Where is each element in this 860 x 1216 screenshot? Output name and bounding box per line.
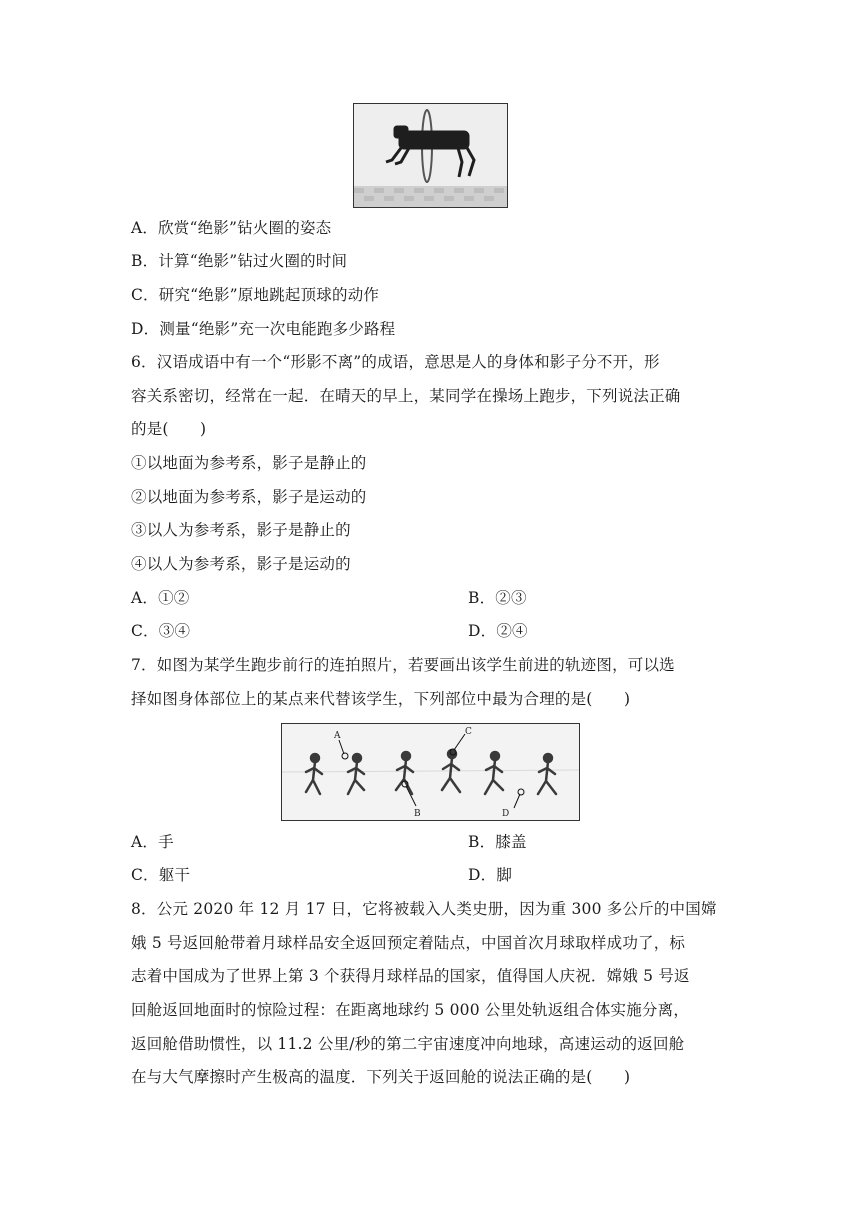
q8-stem-line-1: 8．公元 2020 年 12 月 17 日，它将被载入人类史册，因为重 300 多公斤的中国嫦: [131, 900, 717, 918]
q6-stem-line-2: 容关系密切，经常在一起．在晴天的早上，某同学在操场上跑步，下列说法正确: [131, 387, 681, 405]
q6-stem-line-3: 的是( ): [131, 420, 207, 438]
q8-stem-line-6: 在与大气摩擦时产生极高的温度．下列关于返回舱的说法正确的是( ): [131, 1068, 631, 1086]
q6-option-d: D．②④: [468, 622, 528, 640]
q5-option-b: B．计算“绝影”钻过火圈的时间: [131, 252, 348, 270]
figure-label-d: D: [502, 809, 510, 819]
q8-stem-line-5: 返回舱借助惯性，以 11.2 公里/秒的第二宇宙速度冲向地球，高速运动的返回舱: [131, 1035, 685, 1053]
q6-option-b: B．②③: [468, 589, 527, 607]
q6-stem-line-1: 6．汉语成语中有一个“形影不离”的成语，意思是人的身体和影子分不开，形: [131, 353, 660, 371]
figure-label-a: A: [334, 731, 341, 741]
q6-statement-3: ③以人为参考系，影子是静止的: [131, 521, 351, 539]
q7-option-b: B．膝盖: [468, 833, 527, 851]
q6-option-c: C．③④: [131, 622, 191, 640]
q7-stem-line-1: 7．如图为某学生跑步前行的连拍照片，若要画出该学生前进的轨迹图，可以选: [131, 656, 675, 674]
q6-statement-2: ②以地面为参考系，影子是运动的: [131, 488, 367, 506]
q5-option-a: A．欣赏“绝影”钻火圈的姿态: [131, 219, 332, 237]
figure-label-b: B: [414, 809, 421, 819]
q7-option-c: C．躯干: [131, 866, 191, 884]
figure-label-c: C: [465, 727, 472, 737]
q8-stem-line-3: 志着中国成为了世界上第 3 个获得月球样品的国家，值得国人庆祝．嫦娥 5 号返: [131, 967, 690, 985]
runner-sequence-photo: [281, 723, 580, 821]
q5-option-d: D．测量“绝影”充一次电能跑多少路程: [131, 320, 396, 338]
q7-option-a: A．手: [131, 833, 174, 851]
q6-option-a: A．①②: [131, 589, 190, 607]
q6-statement-1: ①以地面为参考系，影子是静止的: [131, 454, 367, 472]
q5-option-c: C．研究“绝影”原地跳起顶球的动作: [131, 286, 380, 304]
q7-option-d: D．脚: [468, 866, 513, 884]
q6-statement-4: ④以人为参考系，影子是运动的: [131, 555, 351, 573]
q7-stem-line-2: 择如图身体部位上的某点来代替该学生，下列部位中最为合理的是( ): [131, 690, 631, 708]
q8-stem-line-4: 回舱返回地面时的惊险过程：在距离地球约 5 000 公里处轨返组合体实施分离，: [131, 1001, 690, 1019]
q8-stem-line-2: 娥 5 号返回舱带着月球样品安全返回预定着陆点，中国首次月球取样成功了，标: [131, 934, 686, 952]
robot-dog-hoop-photo: [353, 103, 508, 208]
